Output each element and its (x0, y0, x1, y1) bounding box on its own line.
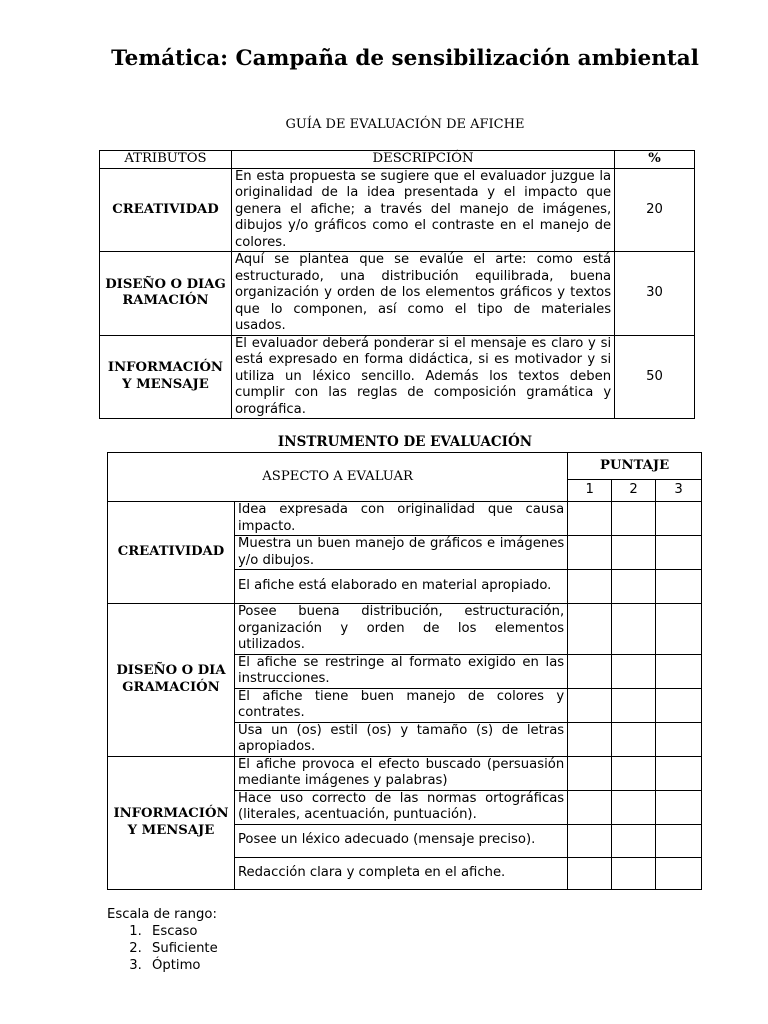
criterion-text: El afiche está elaborado en material apropiado. (234, 570, 567, 604)
document-title: Temática: Campaña de sensibilización ambiental (111, 46, 699, 71)
guide-percent: 30 (615, 252, 695, 336)
guide-percent: 50 (615, 335, 695, 419)
score-cell[interactable] (612, 790, 656, 824)
criterion-text: Posee un léxico adecuado (mensaje preciso). (234, 824, 567, 857)
score-cell[interactable] (612, 688, 656, 722)
score-cell[interactable] (612, 756, 656, 790)
instrument-title: INSTRUMENTO DE EVALUACIÓN (277, 434, 533, 450)
guide-attribute: DISEÑO O DIAGRAMACIÓN (100, 252, 232, 336)
score-cell[interactable] (612, 722, 656, 756)
score-column-3: 3 (656, 480, 702, 502)
score-cell[interactable] (568, 604, 612, 655)
guide-description: En esta propuesta se sugiere que el evaluador juzgue la originalidad de la idea presentada y el impacto que genera el afiche; a través del manejo de imágenes, dibujos y/o gráficos como el contraste en el manejo de colores. (231, 168, 614, 252)
score-cell[interactable] (656, 824, 702, 857)
score-cell[interactable] (656, 756, 702, 790)
criterion-text: El afiche provoca el efecto buscado (persuasión mediante imágenes y palabras) (234, 756, 567, 790)
group-informacion: INFORMACIÓN Y MENSAJE (108, 756, 235, 889)
score-cell[interactable] (612, 502, 656, 536)
group-creatividad: CREATIVIDAD (108, 502, 235, 604)
criterion-text: Idea expresada con originalidad que causa impacto. (234, 502, 567, 536)
instrument-table (107, 452, 702, 890)
score-cell[interactable] (612, 824, 656, 857)
score-cell[interactable] (612, 536, 656, 570)
score-cell[interactable] (568, 824, 612, 857)
scale-item: 2. Suficiente (146, 940, 218, 957)
scale-item: 3. Óptimo (146, 957, 218, 974)
aspect-header: ASPECTO A EVALUAR (108, 453, 568, 502)
score-cell[interactable] (656, 502, 702, 536)
guide-attribute: INFORMACIÓN Y MENSAJE (100, 335, 232, 419)
score-cell[interactable] (656, 604, 702, 655)
guide-table (99, 150, 695, 419)
guide-row (100, 335, 695, 419)
score-cell[interactable] (656, 722, 702, 756)
group-diseno: DISEÑO O DIAGRAMACIÓN (108, 604, 235, 757)
guide-header-attributes: ATRIBUTOS (100, 151, 232, 169)
score-cell[interactable] (656, 790, 702, 824)
score-column-1: 1 (568, 480, 612, 502)
score-header: PUNTAJE (568, 453, 702, 480)
table-row (108, 502, 702, 536)
criterion-text: Muestra un buen manejo de gráficos e imágenes y/o dibujos. (234, 536, 567, 570)
criterion-text: El afiche se restringe al formato exigido en las instrucciones. (234, 654, 567, 688)
score-cell[interactable] (656, 570, 702, 604)
score-cell[interactable] (656, 688, 702, 722)
guide-row (100, 168, 695, 252)
scale-list (107, 923, 218, 974)
score-cell[interactable] (568, 790, 612, 824)
guide-attribute: CREATIVIDAD (100, 168, 232, 252)
criterion-text: El afiche tiene buen manejo de colores y contrates. (234, 688, 567, 722)
guide-description: Aquí se plantea que se evalúe el arte: como está estructurado, una distribución equilibrada, buena organización y orden de los elementos gráficos y textos que lo componen, así como el tipo de materiales usados. (231, 252, 614, 336)
guide-header-percent: % (615, 151, 695, 169)
guide-description: El evaluador deberá ponderar si el mensaje es claro y si está expresado en forma didáctica, si es motivador y si utiliza un léxico sencillo. Además los textos deben cumplir con las reglas de composición gramática y orográfica. (231, 335, 614, 419)
score-cell[interactable] (656, 536, 702, 570)
score-cell[interactable] (612, 857, 656, 889)
scale-label: Escala de rango: (107, 907, 217, 922)
score-cell[interactable] (612, 570, 656, 604)
guide-title: GUÍA DE EVALUACIÓN DE AFICHE (285, 117, 525, 132)
score-cell[interactable] (568, 570, 612, 604)
score-cell[interactable] (568, 502, 612, 536)
guide-row (100, 252, 695, 336)
score-cell[interactable] (568, 857, 612, 889)
guide-percent: 20 (615, 168, 695, 252)
table-row (108, 604, 702, 655)
criterion-text: Redacción clara y completa en el afiche. (234, 857, 567, 889)
criterion-text: Posee buena distribución, estructuración, organización y orden de los elementos utilizados. (234, 604, 567, 655)
score-cell[interactable] (656, 654, 702, 688)
score-cell[interactable] (612, 654, 656, 688)
criterion-text: Hace uso correcto de las normas ortográficas (literales, acentuación, puntuación). (234, 790, 567, 824)
score-cell[interactable] (568, 654, 612, 688)
rating-scale (107, 906, 218, 974)
score-cell[interactable] (568, 536, 612, 570)
criterion-text: Usa un (os) estil (os) y tamaño (s) de letras apropiados. (234, 722, 567, 756)
score-cell[interactable] (568, 756, 612, 790)
score-cell[interactable] (568, 722, 612, 756)
table-row (108, 756, 702, 790)
guide-header-description: DESCRIPCIÓN (231, 151, 614, 169)
score-column-2: 2 (612, 480, 656, 502)
score-cell[interactable] (656, 857, 702, 889)
score-cell[interactable] (612, 604, 656, 655)
score-cell[interactable] (568, 688, 612, 722)
scale-item: 1. Escaso (146, 923, 218, 940)
